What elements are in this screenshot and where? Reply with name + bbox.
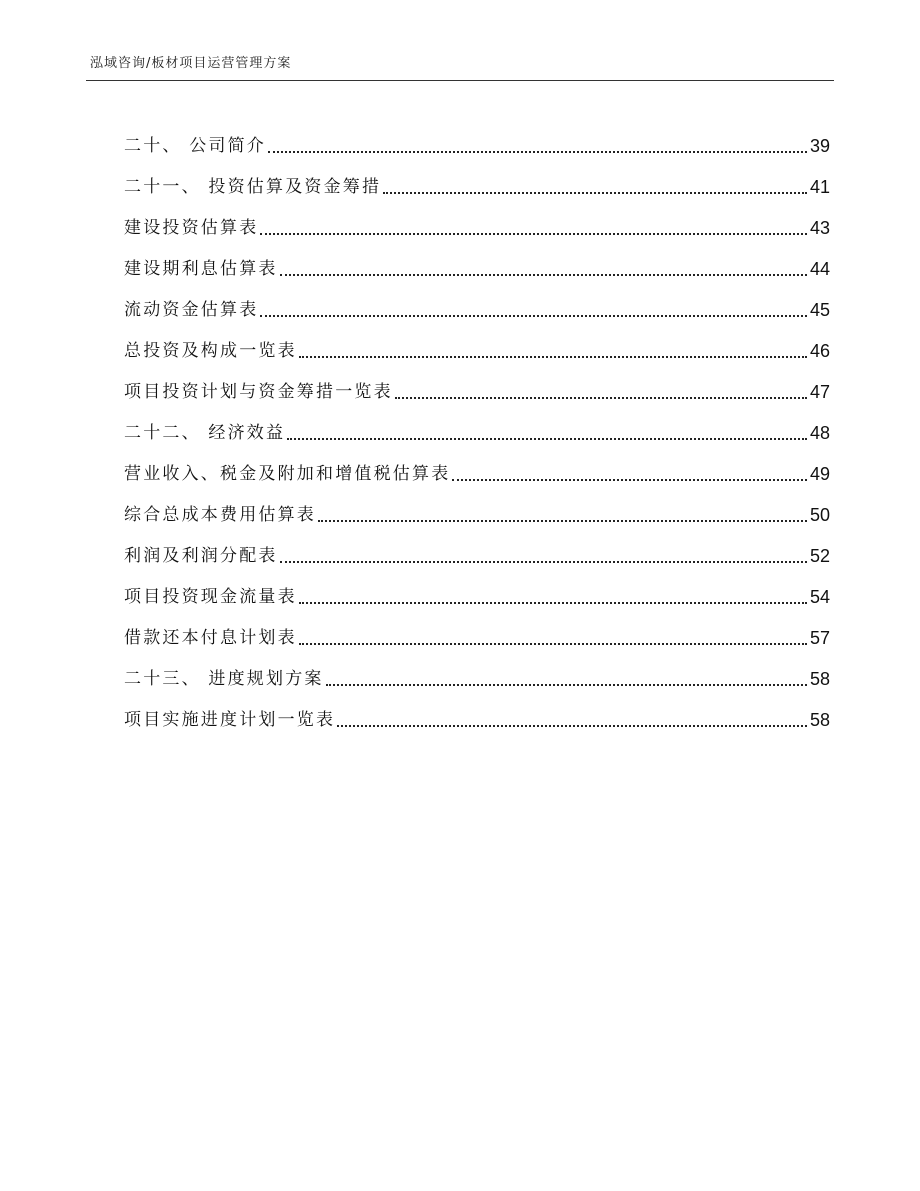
toc-page-number: 49 bbox=[809, 464, 830, 484]
toc-entry-title: 建设期利息估算表 bbox=[124, 259, 278, 279]
header-divider bbox=[86, 80, 834, 81]
toc-entry-title: 建设投资估算表 bbox=[124, 218, 259, 238]
toc-page-number: 58 bbox=[809, 669, 830, 689]
toc-dot-leader bbox=[337, 725, 807, 727]
toc-page-number: 41 bbox=[809, 177, 830, 197]
toc-page-number: 39 bbox=[809, 136, 830, 156]
toc-page-number: 44 bbox=[809, 259, 830, 279]
toc-dot-leader bbox=[318, 520, 807, 522]
toc-entry-title: 二十三、 进度规划方案 bbox=[124, 669, 324, 689]
toc-entry[interactable] bbox=[124, 651, 830, 692]
toc-page-number: 47 bbox=[809, 382, 830, 402]
toc-entry-title: 项目实施进度计划一览表 bbox=[124, 710, 336, 730]
toc-dot-leader bbox=[280, 274, 807, 276]
toc-page-number: 52 bbox=[809, 546, 830, 566]
toc-entry[interactable] bbox=[124, 364, 830, 405]
toc-entry-title: 项目投资现金流量表 bbox=[124, 587, 297, 607]
toc-page-number: 46 bbox=[809, 341, 830, 361]
running-header: 泓域咨询/板材项目运营管理方案 bbox=[90, 56, 292, 71]
toc-page-number: 57 bbox=[809, 628, 830, 648]
toc-page-number: 45 bbox=[809, 300, 830, 320]
toc-dot-leader bbox=[395, 397, 807, 399]
toc-dot-leader bbox=[326, 684, 807, 686]
toc-entry[interactable] bbox=[124, 241, 830, 282]
toc-entry-title: 总投资及构成一览表 bbox=[124, 341, 297, 361]
toc-entry[interactable] bbox=[124, 118, 830, 159]
toc-entry-title: 利润及利润分配表 bbox=[124, 546, 278, 566]
toc-dot-leader bbox=[280, 561, 807, 563]
toc-entry-title: 流动资金估算表 bbox=[124, 300, 259, 320]
toc-entry[interactable] bbox=[124, 610, 830, 651]
toc-entry[interactable] bbox=[124, 569, 830, 610]
toc-entry[interactable] bbox=[124, 446, 830, 487]
toc-entry-title: 二十、 公司简介 bbox=[124, 136, 267, 156]
toc-entry-title: 营业收入、税金及附加和增值税估算表 bbox=[124, 464, 451, 484]
toc-page-number: 58 bbox=[809, 710, 830, 730]
toc-entry[interactable] bbox=[124, 692, 830, 733]
toc-entry-title: 借款还本付息计划表 bbox=[124, 628, 297, 648]
toc-dot-leader bbox=[260, 233, 807, 235]
toc-entry[interactable] bbox=[124, 487, 830, 528]
toc-dot-leader bbox=[299, 643, 807, 645]
toc-page-number: 54 bbox=[809, 587, 830, 607]
toc-page-number: 48 bbox=[809, 423, 830, 443]
toc-entry[interactable] bbox=[124, 405, 830, 446]
toc-dot-leader bbox=[383, 192, 807, 194]
toc-entry-title: 二十一、 投资估算及资金筹措 bbox=[124, 177, 382, 197]
toc-entry-title: 二十二、 经济效益 bbox=[124, 423, 286, 443]
table-of-contents bbox=[124, 118, 830, 733]
toc-entry-title: 项目投资计划与资金筹措一览表 bbox=[124, 382, 393, 402]
toc-dot-leader bbox=[299, 602, 807, 604]
toc-dot-leader bbox=[452, 479, 807, 481]
toc-page-number: 43 bbox=[809, 218, 830, 238]
toc-page-number: 50 bbox=[809, 505, 830, 525]
toc-dot-leader bbox=[268, 151, 807, 153]
toc-entry[interactable] bbox=[124, 282, 830, 323]
toc-entry[interactable] bbox=[124, 200, 830, 241]
toc-entry[interactable] bbox=[124, 159, 830, 200]
toc-dot-leader bbox=[287, 438, 807, 440]
toc-dot-leader bbox=[299, 356, 807, 358]
toc-entry[interactable] bbox=[124, 323, 830, 364]
toc-dot-leader bbox=[260, 315, 807, 317]
toc-entry[interactable] bbox=[124, 528, 830, 569]
toc-entry-title: 综合总成本费用估算表 bbox=[124, 505, 316, 525]
